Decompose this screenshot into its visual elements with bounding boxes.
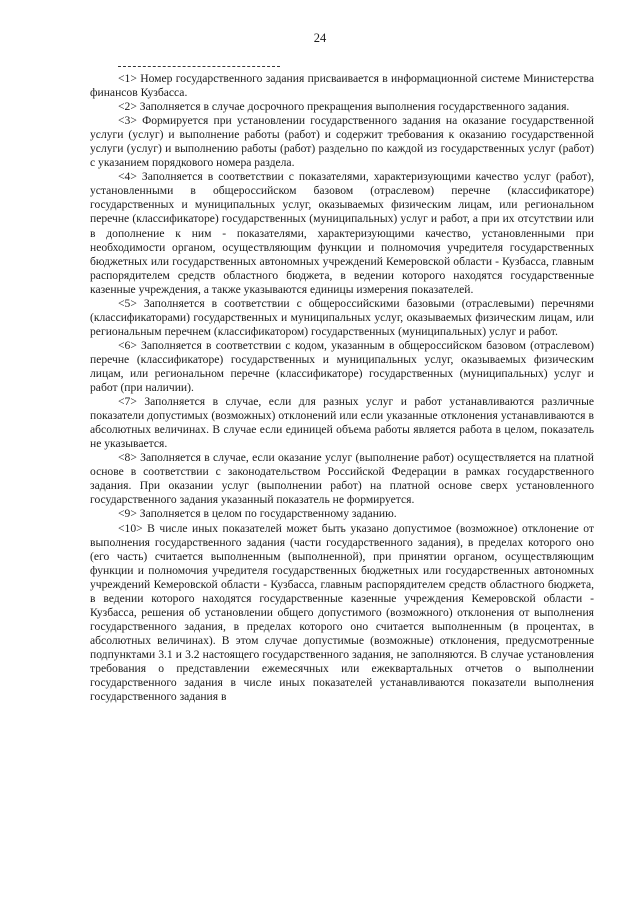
footnote-10: <10> В числе иных показателей может быть указано допустимое (возможное) отклонение от выполнения государственного задания (части государственного задания), в пределах которого оно (его часть) считается выполненным (выполненной), при принятии органом, осуществляющим функции и полномочия учредителя государственных бюджетных или государственных автономных учреждений Кемеровской области - Кузбасса, главным распорядителем средств областного бюджета, в ведении которого находятся государственные казенные учреждения Кемеровской области - Кузбасса, решения об установлении общего допустимого (возможного) отклонения от выполнения государственного задания, в пределах которого оно считается выполненным (в процентах, в абсолютных величинах). В этом случае допустимые (возможные) отклонения, предусмотренные подпунктами 3.1 и 3.2 настоящего государственного задания, не заполняются. В случае установления требования о представлении ежемесячных или ежеквартальных отчетов о выполнении государственного задания в числе иных показателей устанавливаются показатели выполнения государственного задания в bbox=[90, 521, 594, 704]
footnote-separator bbox=[118, 66, 280, 67]
footnote-8: <8> Заполняется в случае, если оказание услуг (выполнение работ) осуществляется на платной основе в соответствии с законодательством Российской Федерации в рамках государственного задания. При оказании услуг (выполнении работ) на платной основе сверх установленного государственного задания указанный показатель не формируется. bbox=[90, 451, 594, 507]
footnote-4: <4> Заполняется в соответствии с показателями, характеризующими качество услуг (работ), установленными в общероссийском базовом (отраслевом) перечне (классификаторе) государственных и муниципальных услуг, оказываемых физическим лицам, или региональном перечне (классификаторе) государственных (муниципальных) услуг и работ, а при их отсутствии или в дополнение к ним - показателями, характеризующими качество, установленными при необходимости органом, осуществляющим функции и полномочия учредителя государственных бюджетных или государственных автономных учреждений Кемеровской области - Кузбасса, главным распорядителем средств областного бюджета, в ведении которого находятся государственные казенные учреждения, а также указываются единицы измерения показателей. bbox=[90, 170, 594, 296]
page-number: 24 bbox=[313, 31, 327, 45]
footnote-3: <3> Формируется при установлении государственного задания на оказание государственной услуги (услуг) и выполнение работы (работ) и содержит требования к оказанию государственной услуги (услуг) и выполнению работы (работ) раздельно по каждой из государственных услуг (работ) с указанием порядкового номера раздела. bbox=[90, 114, 594, 170]
footnotes-section bbox=[90, 72, 594, 704]
footnote-6: <6> Заполняется в соответствии с кодом, указанным в общероссийском базовом (отраслевом) перечне (классификаторе) государственных и муниципальных услуг, оказываемых физическим лицам, или региональном перечне (классификаторе) государственных (муниципальных) услуг и работ (при наличии). bbox=[90, 338, 594, 395]
footnote-2: <2> Заполняется в случае досрочного прекращения выполнения государственного задания. bbox=[118, 100, 570, 114]
footnote-5: <5> Заполняется в соответствии с общероссийскими базовыми (отраслевыми) перечнями (классификаторами) государственных и муниципальных услуг, оказываемых физическим лицам, или региональным перечнем (классификатором) государственных (муниципальных) услуг и работ. bbox=[90, 296, 594, 338]
footnote-1: <1> Номер государственного задания присваивается в информационной системе Министерства финансов Кузбасса. bbox=[90, 72, 594, 100]
footnote-9: <9> Заполняется в целом по государственному заданию. bbox=[118, 507, 397, 521]
footnote-7: <7> Заполняется в случае, если для разных услуг и работ устанавливаются различные показатели допустимых (возможных) отклонений или если указанные отклонения устанавливаются в абсолютных величинах. В случае если единицей объема работы является работа в целом, показатель не указывается. bbox=[90, 395, 594, 451]
